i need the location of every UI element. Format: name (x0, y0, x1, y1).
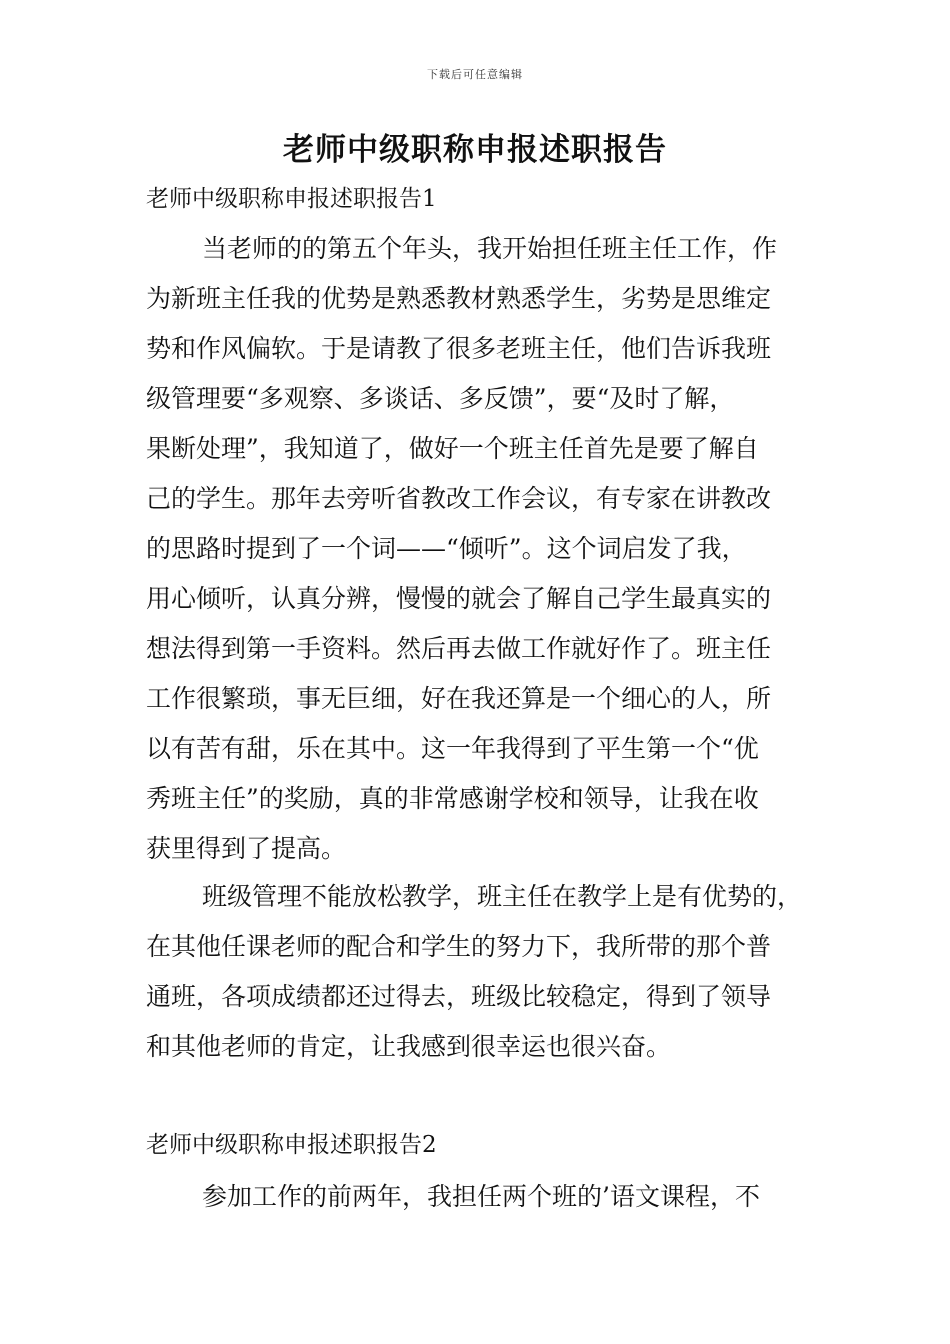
section-2-paragraph-1 (146, 1172, 822, 1222)
text-line: 班级管理不能放松教学，班主任在教学上是有优势的， (202, 882, 803, 911)
section-1-paragraph-1 (146, 224, 822, 874)
text-line: 势和作风偏软。于是请教了很多老班主任，他们告诉我班 (146, 334, 772, 363)
text-line: 以有苦有甜，乐在其中。这一年我得到了平生第一个“优 (146, 734, 759, 763)
text-line: 用心倾听，认真分辨，慢慢的就会了解自己学生最真实的 (146, 584, 772, 613)
text-line: 获里得到了提高。 (146, 834, 347, 863)
text-line: 工作很繁琐，事无巨细，好在我还算是一个细心的人，所 (146, 684, 772, 713)
text-line: 通班，各项成绩都还过得去，班级比较稳定，得到了领导 (146, 982, 772, 1011)
section-1-heading: 老师中级职称申报述职报告1 (146, 186, 437, 212)
text-line: 和其他老师的肯定，让我感到很幸运也很兴奋。 (146, 1032, 672, 1061)
text-line: 想法得到第一手资料。然后再去做工作就好作了。班主任 (146, 634, 772, 663)
text-line: 秀班主任”的奖励，真的非常感谢学校和领导，让我在收 (146, 784, 759, 813)
text-line: 当老师的的第五个年头，我开始担任班主任工作，作 (202, 234, 778, 263)
text-line: 己的学生。那年去旁听省教改工作会议，有专家在讲教改 (146, 484, 772, 513)
section-2-heading: 老师中级职称申报述职报告2 (146, 1132, 437, 1158)
text-line: 参加工作的前两年，我担任两个班的’语文课程，不 (202, 1182, 760, 1211)
text-line: 级管理要“多观察、多谈话、多反馈”，要“及时了解， (146, 384, 735, 413)
text-line: 的思路时提到了一个词——“倾听”。这个词启发了我， (146, 534, 747, 563)
document-title: 老师中级职称申报述职报告 (283, 132, 667, 168)
header-note: 下载后可任意编辑 (427, 68, 523, 81)
section-1-paragraph-2 (146, 872, 822, 1072)
text-line: 果断处理”，我知道了，做好一个班主任首先是要了解自 (146, 434, 759, 463)
text-line: 在其他任课老师的配合和学生的努力下，我所带的那个普 (146, 932, 772, 961)
text-line: 为新班主任我的优势是熟悉教材熟悉学生，劣势是思维定 (146, 284, 772, 313)
